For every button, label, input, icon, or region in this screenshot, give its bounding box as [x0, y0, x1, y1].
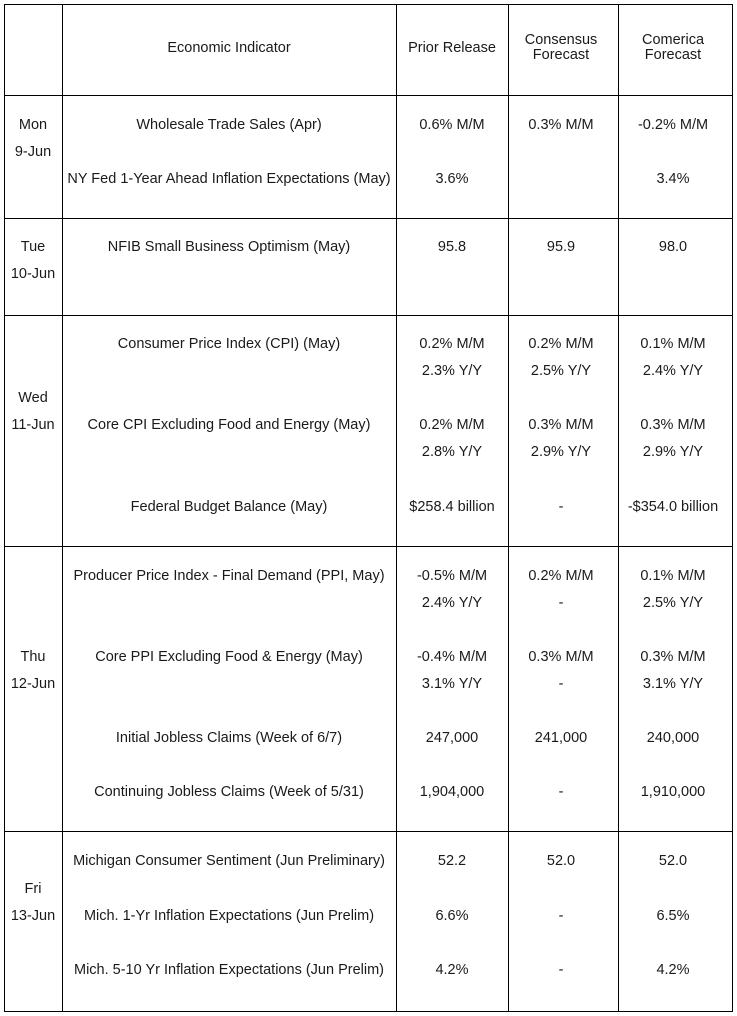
- day-date: 9-Jun: [14, 144, 52, 160]
- consensus-value: 241,000: [534, 730, 588, 746]
- consensus-value: -: [558, 962, 564, 978]
- day-weekday: Fri: [24, 881, 42, 897]
- day-weekday: Wed: [18, 390, 48, 406]
- indicator-name: Producer Price Index - Final Demand (PPI, May): [73, 568, 385, 584]
- prior-release-value: 52.2: [437, 853, 467, 869]
- comerica-value: -0.2% M/M: [637, 117, 709, 133]
- consensus-value: -: [558, 908, 564, 924]
- consensus-value: 0.2% M/M: [528, 568, 594, 584]
- indicator-name: Consumer Price Index (CPI) (May): [117, 336, 341, 352]
- comerica-value: 3.4%: [656, 171, 690, 187]
- row-divider: [5, 218, 732, 219]
- indicator-name: Initial Jobless Claims (Week of 6/7): [115, 730, 343, 746]
- indicator-name: Wholesale Trade Sales (Apr): [136, 117, 322, 133]
- prior-release-value: 1,904,000: [419, 784, 485, 800]
- header-comerica-line1: Comerica: [641, 32, 705, 48]
- header-comerica-forecast: [642, 33, 704, 63]
- consensus-value: 0.3% M/M: [528, 649, 594, 665]
- header-consensus-forecast: [525, 33, 598, 63]
- consensus-value: -: [558, 499, 564, 515]
- header-economic-indicator: Economic Indicator: [167, 40, 291, 56]
- day-date: 10-Jun: [10, 266, 56, 282]
- prior-release-value: 2.3% Y/Y: [421, 363, 483, 379]
- indicator-name: Mich. 1-Yr Inflation Expectations (Jun Prelim): [83, 908, 375, 924]
- prior-release-value: 6.6%: [435, 908, 469, 924]
- consensus-value: -: [558, 595, 564, 611]
- row-divider: [5, 831, 732, 832]
- comerica-value: 2.5% Y/Y: [642, 595, 704, 611]
- consensus-value: 0.3% M/M: [528, 417, 594, 433]
- row-divider: [5, 95, 732, 96]
- header-prior-release: Prior Release: [408, 40, 496, 56]
- day-weekday: Mon: [18, 117, 48, 133]
- consensus-value: 0.3% M/M: [528, 117, 594, 133]
- indicator-name: Continuing Jobless Claims (Week of 5/31): [94, 784, 364, 800]
- prior-release-value: 3.1% Y/Y: [421, 676, 483, 692]
- day-date: 13-Jun: [10, 908, 56, 924]
- day-weekday: Thu: [20, 649, 46, 665]
- comerica-value: 0.1% M/M: [640, 336, 706, 352]
- header-comerica-line2: Forecast: [644, 47, 702, 63]
- prior-release-value: -0.4% M/M: [416, 649, 488, 665]
- header-consensus-line2: Forecast: [532, 47, 590, 63]
- column-divider: [62, 5, 63, 1011]
- prior-release-value: 2.4% Y/Y: [421, 595, 483, 611]
- column-divider: [396, 5, 397, 1011]
- prior-release-value: 3.6%: [435, 171, 469, 187]
- consensus-value: 2.5% Y/Y: [530, 363, 592, 379]
- consensus-value: -: [558, 784, 564, 800]
- prior-release-value: 4.2%: [435, 962, 469, 978]
- prior-release-value: 247,000: [425, 730, 479, 746]
- comerica-value: 3.1% Y/Y: [642, 676, 704, 692]
- indicator-name: Core PPI Excluding Food & Energy (May): [95, 649, 363, 665]
- consensus-value: 95.9: [546, 239, 576, 255]
- row-divider: [5, 546, 732, 547]
- indicator-name: Mich. 5-10 Yr Inflation Expectations (Jun Prelim): [73, 962, 385, 978]
- comerica-value: 2.9% Y/Y: [642, 444, 704, 460]
- consensus-value: -: [558, 676, 564, 692]
- header-consensus-line1: Consensus: [524, 32, 598, 48]
- column-divider: [618, 5, 619, 1011]
- comerica-value: 1,910,000: [640, 784, 706, 800]
- prior-release-value: 0.2% M/M: [419, 336, 485, 352]
- indicator-name: NFIB Small Business Optimism (May): [107, 239, 351, 255]
- day-date: 11-Jun: [11, 417, 55, 433]
- comerica-value: 0.1% M/M: [640, 568, 706, 584]
- comerica-value: -$354.0 billion: [627, 499, 719, 515]
- indicator-name: Michigan Consumer Sentiment (Jun Preliminary): [73, 853, 385, 869]
- comerica-value: 240,000: [646, 730, 700, 746]
- indicator-name: Federal Budget Balance (May): [130, 499, 328, 515]
- row-divider: [5, 315, 732, 316]
- comerica-value: 98.0: [658, 239, 688, 255]
- prior-release-value: 95.8: [437, 239, 467, 255]
- column-divider: [508, 5, 509, 1011]
- consensus-value: 2.9% Y/Y: [530, 444, 592, 460]
- indicator-name: NY Fed 1-Year Ahead Inflation Expectations (May): [67, 171, 391, 187]
- prior-release-value: 2.8% Y/Y: [421, 444, 483, 460]
- comerica-value: 2.4% Y/Y: [642, 363, 704, 379]
- comerica-value: 4.2%: [656, 962, 690, 978]
- comerica-value: 52.0: [658, 853, 688, 869]
- consensus-value: 0.2% M/M: [528, 336, 594, 352]
- day-date: 12-Jun: [10, 676, 56, 692]
- prior-release-value: 0.2% M/M: [419, 417, 485, 433]
- prior-release-value: 0.6% M/M: [419, 117, 485, 133]
- prior-release-value: -0.5% M/M: [416, 568, 488, 584]
- comerica-value: 0.3% M/M: [640, 417, 706, 433]
- consensus-value: 52.0: [546, 853, 576, 869]
- day-weekday: Tue: [20, 239, 46, 255]
- comerica-value: 6.5%: [656, 908, 690, 924]
- indicator-name: Core CPI Excluding Food and Energy (May): [87, 417, 371, 433]
- comerica-value: 0.3% M/M: [640, 649, 706, 665]
- prior-release-value: $258.4 billion: [409, 499, 495, 515]
